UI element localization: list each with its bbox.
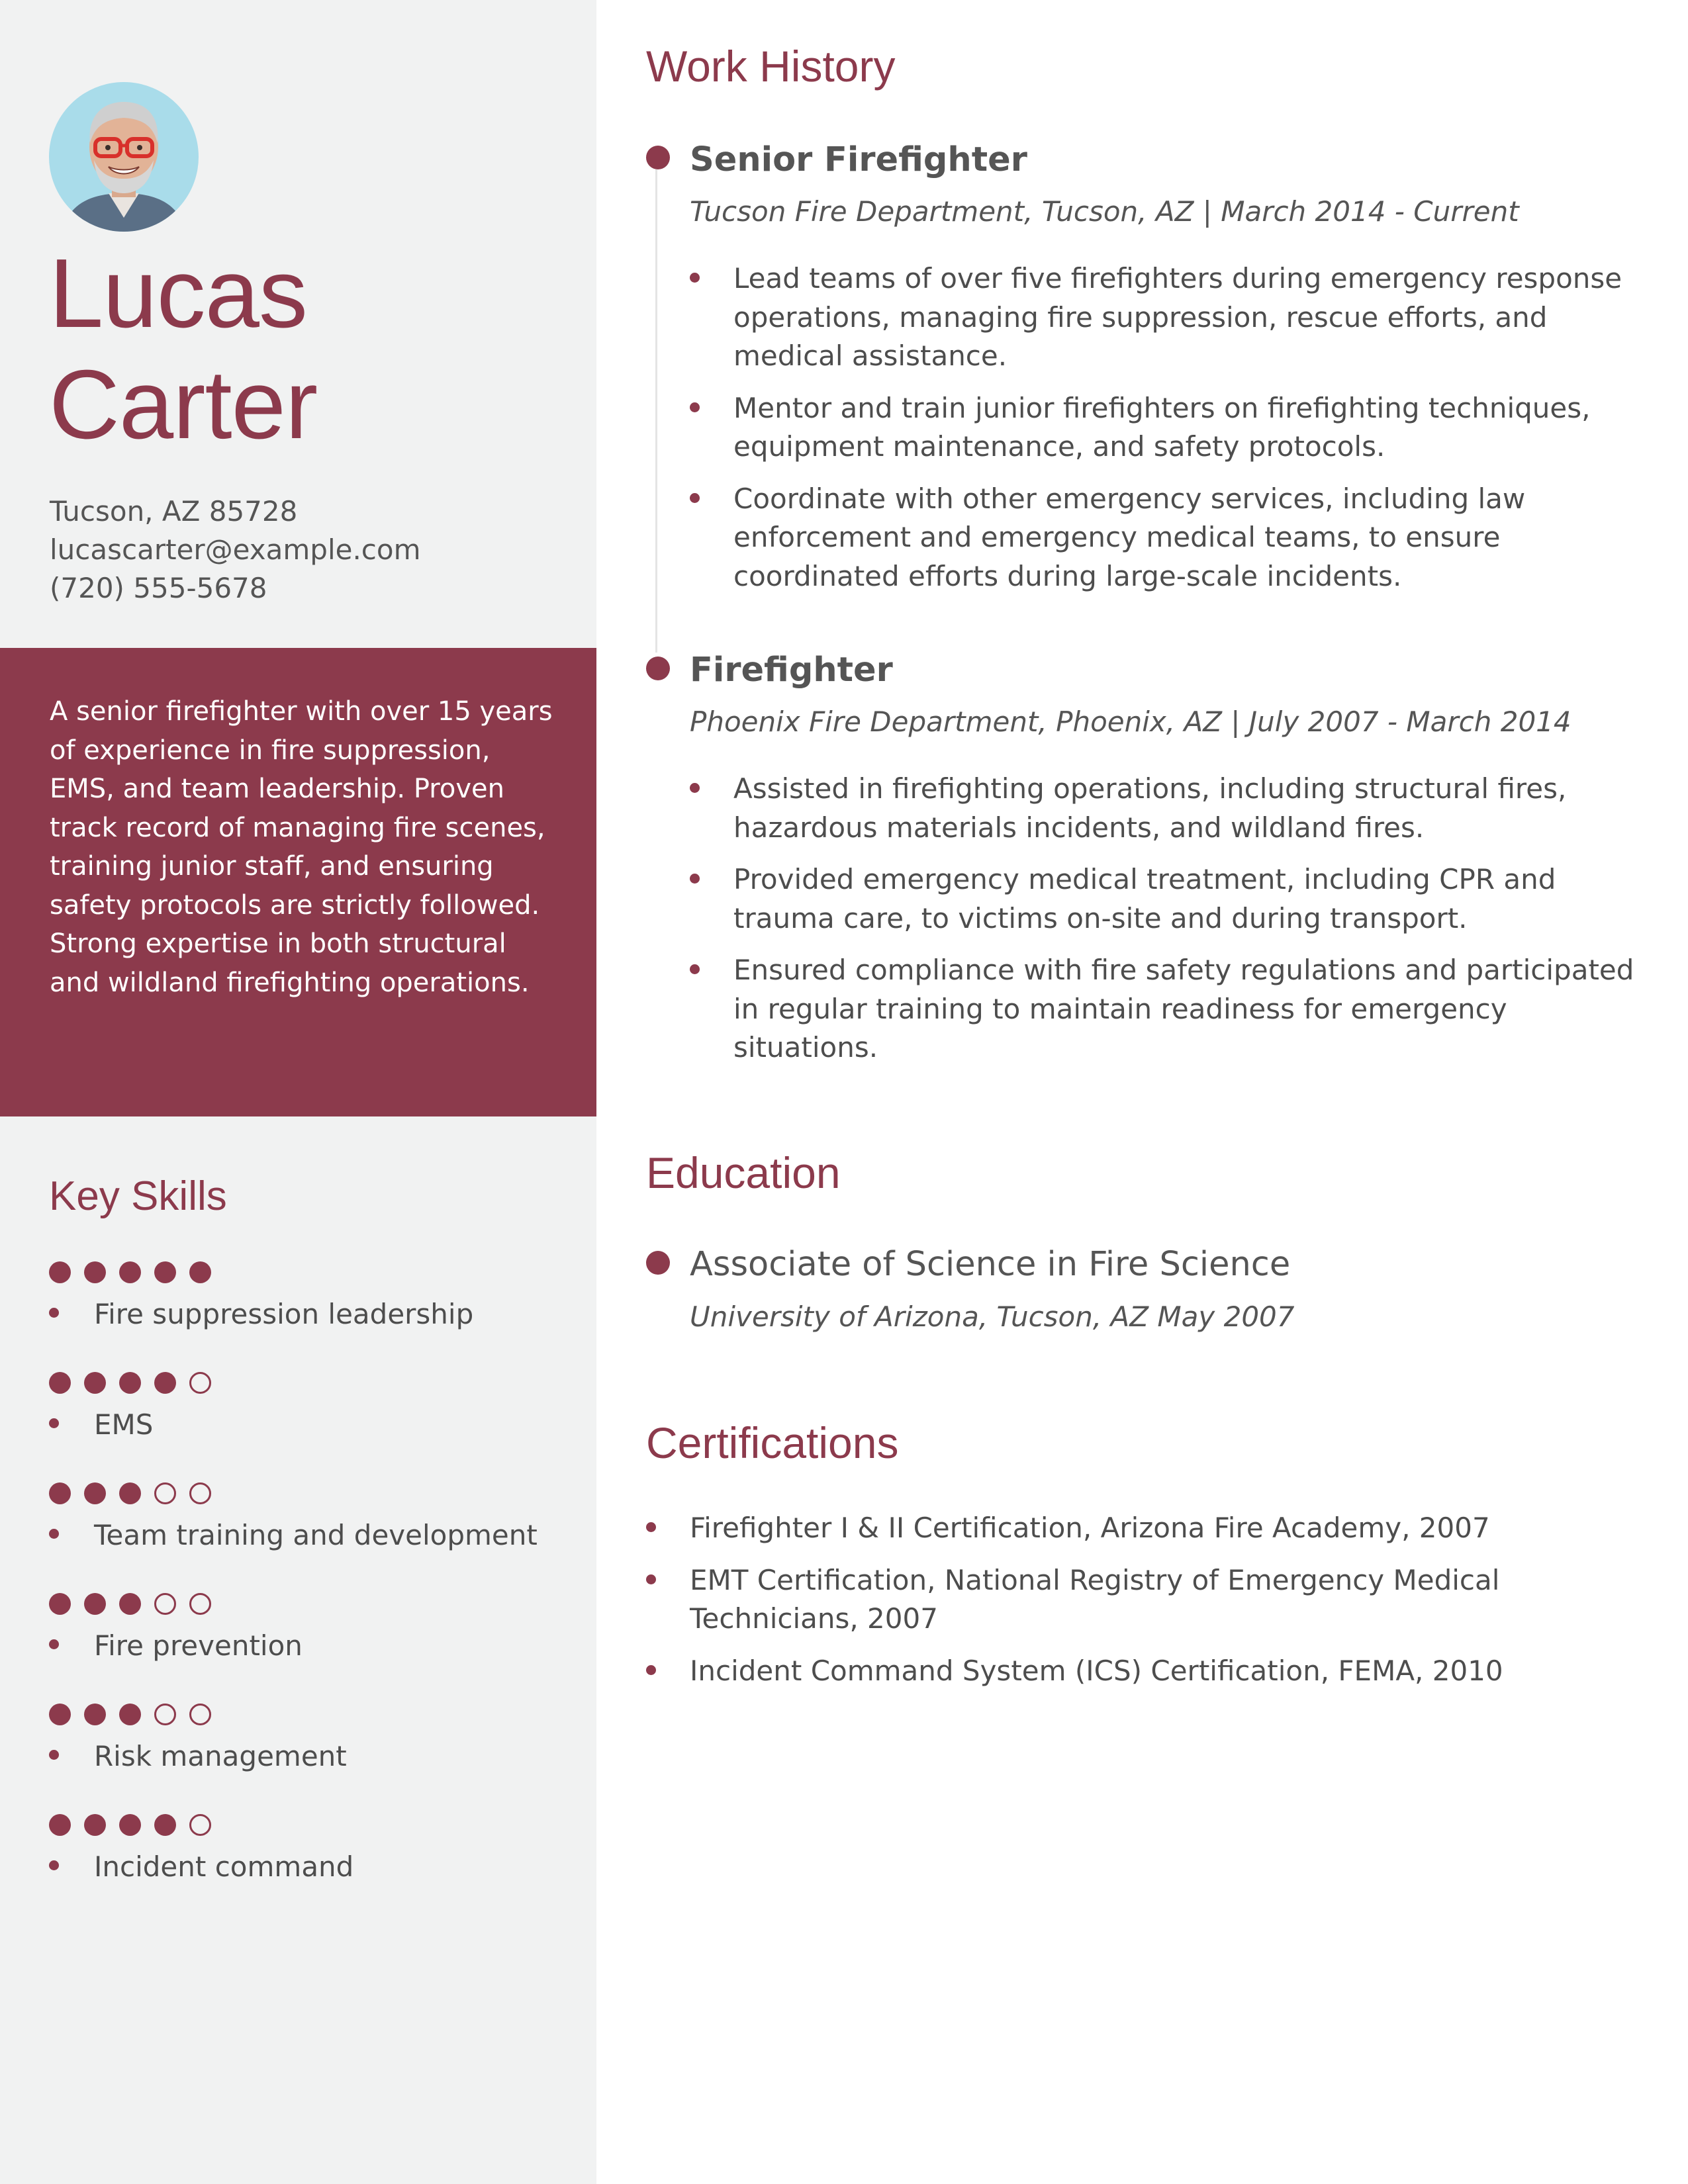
filled-dot-icon bbox=[119, 1482, 141, 1504]
education-heading: Education bbox=[646, 1148, 841, 1197]
job-bullets bbox=[690, 770, 1643, 1081]
last-name: Carter bbox=[49, 350, 318, 459]
filled-dot-icon bbox=[84, 1261, 106, 1283]
bullet-icon bbox=[49, 1418, 59, 1428]
bullet-icon bbox=[690, 874, 700, 884]
skill-label: EMS bbox=[94, 1408, 154, 1441]
avatar bbox=[49, 82, 199, 232]
empty-dot-icon bbox=[154, 1704, 176, 1725]
filled-dot-icon bbox=[49, 1482, 71, 1504]
empty-dot-icon bbox=[154, 1593, 176, 1615]
skill-item bbox=[49, 1261, 565, 1354]
contact-info bbox=[50, 492, 421, 608]
email-link[interactable]: lucascarter@example.com bbox=[50, 533, 421, 566]
education-meta: University of Arizona, Tucson, AZ May 2007 bbox=[690, 1300, 1295, 1333]
list-item: Lead teams of over five firefighters during emergency response operations, managing fire suppression, rescue efforts, and medical assistance. bbox=[690, 259, 1643, 376]
timeline-dot bbox=[646, 146, 670, 169]
phone-number: (720) 555-5678 bbox=[50, 572, 267, 604]
certifications-list bbox=[646, 1509, 1626, 1704]
bullet-icon bbox=[690, 402, 700, 412]
education-degree: Associate of Science in Fire Science bbox=[690, 1245, 1291, 1284]
filled-dot-icon bbox=[49, 1261, 71, 1283]
sidebar bbox=[0, 0, 596, 2184]
filled-dot-icon bbox=[84, 1814, 106, 1836]
empty-dot-icon bbox=[189, 1593, 211, 1615]
skill-label: Fire suppression leadership bbox=[94, 1298, 474, 1330]
bullet-icon bbox=[49, 1308, 59, 1318]
list-item: Mentor and train junior firefighters on firefighting techniques, equipment maintenance, and safety protocols. bbox=[690, 389, 1643, 467]
list-item: Provided emergency medical treatment, including CPR and trauma care, to victims on-site and during transport. bbox=[690, 860, 1643, 938]
bullet-icon bbox=[49, 1529, 59, 1539]
list-item: Ensured compliance with fire safety regulations and participated in regular training to maintain readiness for emergency situations. bbox=[690, 951, 1643, 1068]
empty-dot-icon bbox=[154, 1482, 176, 1504]
skill-label: Incident command bbox=[94, 1850, 354, 1883]
filled-dot-icon bbox=[49, 1814, 71, 1836]
bullet-icon bbox=[49, 1860, 59, 1870]
skill-item bbox=[49, 1593, 565, 1686]
job-meta: Tucson Fire Department, Tucson, AZ | March 2014 - Current bbox=[690, 195, 1519, 228]
candidate-name bbox=[49, 238, 317, 461]
skill-item bbox=[49, 1704, 565, 1796]
bullet-icon bbox=[690, 783, 700, 793]
filled-dot-icon bbox=[119, 1372, 141, 1394]
bullet-icon bbox=[690, 493, 700, 503]
timeline-line bbox=[655, 169, 657, 653]
timeline-dot bbox=[646, 1251, 670, 1275]
address: Tucson, AZ 85728 bbox=[50, 495, 298, 527]
bullet-icon bbox=[690, 964, 700, 974]
filled-dot-icon bbox=[49, 1704, 71, 1725]
skill-label: Risk management bbox=[94, 1740, 347, 1772]
empty-dot-icon bbox=[189, 1482, 211, 1504]
bullet-icon bbox=[49, 1639, 59, 1649]
summary-text: A senior firefighter with over 15 years of experience in fire suppression, EMS, and team leadership. Proven track record of managing fire scenes, training junior staff, and ensuring safety protocols are strictly followed. Strong expertise in both structural and wildland firefighting operations. bbox=[50, 696, 553, 998]
filled-dot-icon bbox=[119, 1593, 141, 1615]
filled-dot-icon bbox=[189, 1261, 211, 1283]
bullet-icon bbox=[49, 1750, 59, 1760]
skill-item bbox=[49, 1372, 565, 1465]
skill-label: Fire prevention bbox=[94, 1629, 303, 1662]
empty-dot-icon bbox=[189, 1814, 211, 1836]
empty-dot-icon bbox=[189, 1372, 211, 1394]
job-title: Firefighter bbox=[690, 651, 893, 690]
skill-label: Team training and development bbox=[94, 1519, 538, 1551]
list-item: Assisted in firefighting operations, including structural fires, hazardous materials incidents, and wildland fires. bbox=[690, 770, 1643, 847]
filled-dot-icon bbox=[154, 1814, 176, 1836]
filled-dot-icon bbox=[154, 1261, 176, 1283]
certifications-heading: Certifications bbox=[646, 1418, 899, 1467]
job-meta: Phoenix Fire Department, Phoenix, AZ | July 2007 - March 2014 bbox=[690, 705, 1571, 738]
filled-dot-icon bbox=[119, 1814, 141, 1836]
first-name: Lucas bbox=[49, 239, 307, 348]
job-bullets bbox=[690, 259, 1643, 609]
filled-dot-icon bbox=[49, 1593, 71, 1615]
filled-dot-icon bbox=[119, 1261, 141, 1283]
list-item: Firefighter I & II Certification, Arizona Fire Academy, 2007 bbox=[646, 1509, 1626, 1548]
filled-dot-icon bbox=[84, 1482, 106, 1504]
list-item: EMT Certification, National Registry of Emergency Medical Technicians, 2007 bbox=[646, 1561, 1626, 1639]
skill-item bbox=[49, 1814, 565, 1907]
skills-heading: Key Skills bbox=[49, 1173, 227, 1219]
work-history-heading: Work History bbox=[646, 42, 896, 91]
filled-dot-icon bbox=[84, 1593, 106, 1615]
filled-dot-icon bbox=[84, 1372, 106, 1394]
filled-dot-icon bbox=[119, 1704, 141, 1725]
bullet-icon bbox=[646, 1574, 656, 1584]
bullet-icon bbox=[690, 273, 700, 283]
avatar-photo-icon bbox=[49, 82, 199, 232]
filled-dot-icon bbox=[84, 1704, 106, 1725]
bullet-icon bbox=[646, 1522, 656, 1532]
filled-dot-icon bbox=[154, 1372, 176, 1394]
empty-dot-icon bbox=[189, 1704, 211, 1725]
bullet-icon bbox=[646, 1665, 656, 1675]
list-item: Coordinate with other emergency services, including law enforcement and emergency medical teams, to ensure coordinated efforts during large-scale incidents. bbox=[690, 480, 1643, 596]
filled-dot-icon bbox=[49, 1372, 71, 1394]
skill-item bbox=[49, 1482, 565, 1575]
timeline-dot bbox=[646, 657, 670, 680]
job-title: Senior Firefighter bbox=[690, 140, 1027, 179]
list-item: Incident Command System (ICS) Certification, FEMA, 2010 bbox=[646, 1652, 1626, 1691]
